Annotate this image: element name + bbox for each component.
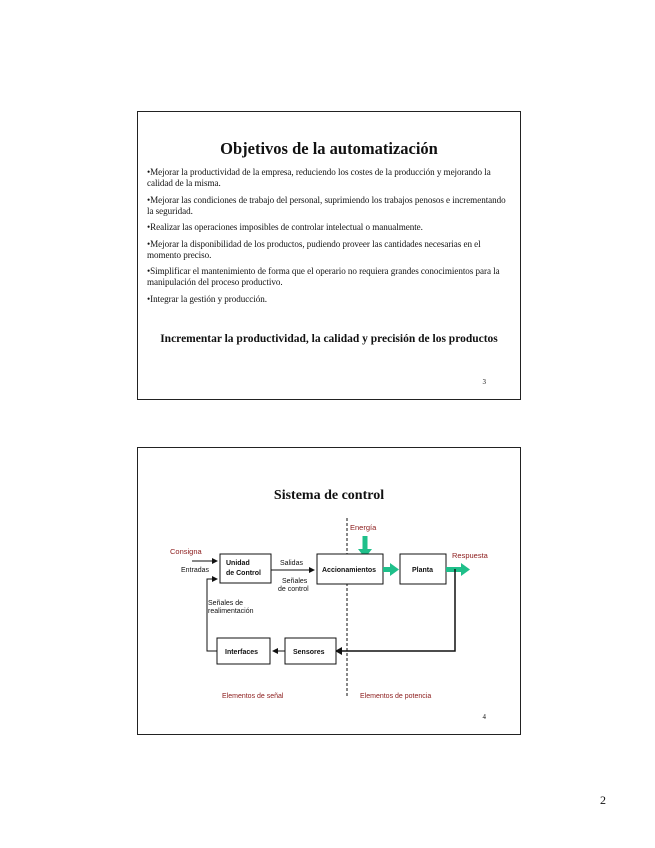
slide-number: 3 [482,378,486,386]
label-energia: Energía [350,523,377,532]
bullet-item: •Mejorar las condiciones de trabajo del personal, suprimiendo los trabajos penosos e incrementando la seguridad. [147,194,506,216]
label-salidas: Salidas [280,560,303,567]
bullet-item: •Integrar la gestión y producción. [147,293,267,304]
box-interfaces-label: Interfaces [225,649,259,656]
label-senales-control-2: de control [278,586,309,593]
box-planta-label: Planta [412,567,434,574]
label-senales-realim-1: Señales de [208,600,244,607]
green-arrow-to-planta [383,563,399,576]
label-senales-control-1: Señales [282,578,308,585]
page-number: 2 [600,793,606,807]
box-sensores-label: Sensores [293,649,325,656]
label-consigna: Consigna [170,547,202,556]
slide-number: 4 [482,713,486,721]
bullet-item: •Mejorar la disponibilidad de los productos, pudiendo proveer las cantidades necesarias en el momento preciso. [147,238,481,260]
conclusion-text: Incrementar la productividad, la calidad y precisión de los productos [160,333,498,345]
label-senales-realim-2: realimentación [208,608,254,615]
slide-title: Objetivos de la automatización [220,139,438,158]
feedback-to-unidad-line [207,579,217,651]
label-entradas: Entradas [181,567,210,574]
box-unidad-control [220,554,271,583]
box-accionamientos-label: Accionamientos [322,567,377,574]
label-respuesta: Respuesta [452,551,488,560]
slide-title: Sistema de control [273,488,385,503]
box-unidad-label-1: Unidad [226,560,250,567]
slide-sistema-control [137,447,521,735]
bullet-list [147,167,506,310]
respuesta-arrow [446,563,470,576]
bullet-item: •Mejorar la productividad de la empresa, reduciendo los costes de la producción y mejorando la calidad de la misma. [147,167,491,188]
label-elementos-potencia: Elementos de potencia [360,693,432,700]
slide-objetivos [137,111,521,400]
bullet-item: •Simplificar el mantenimiento de forma que el operario no requiera grandes conocimientos para la manipulación del proceso productivo. [147,266,500,287]
control-system-diagram [138,448,519,733]
label-elementos-senal: Elementos de señal [222,693,284,700]
box-unidad-label-2: de Control [226,570,261,577]
bullet-item: •Realizar las operaciones imposibles de controlar intelectual o manualmente. [147,222,423,232]
